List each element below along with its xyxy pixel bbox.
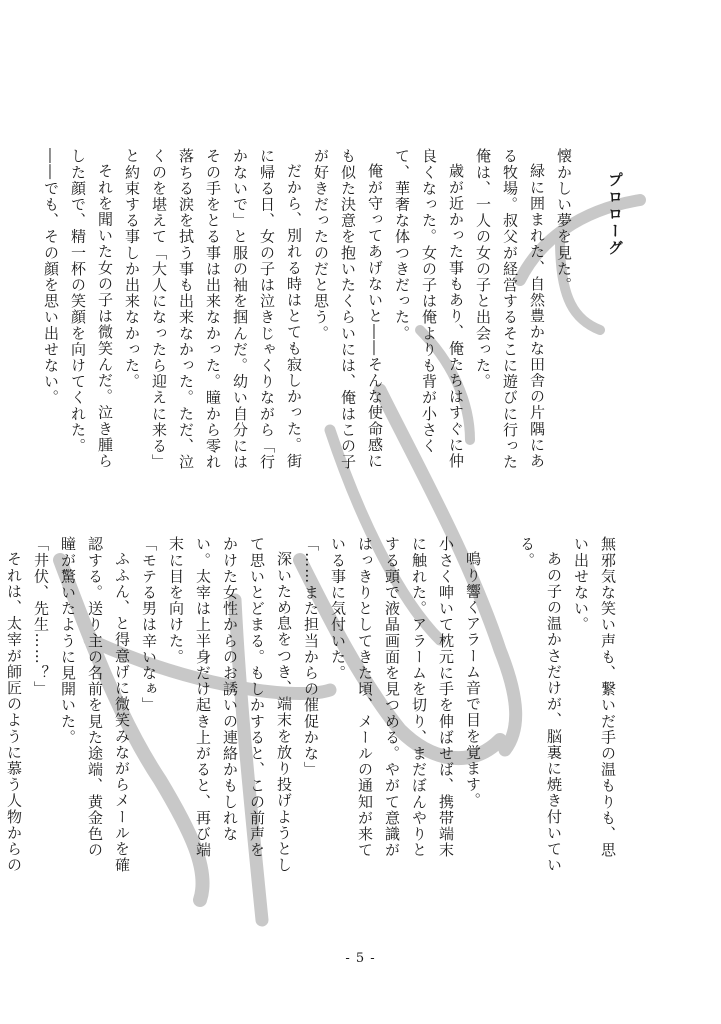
paragraph: 懐かしい夢を見た。 bbox=[555, 148, 573, 293]
dialogue: 「井伏、先生……？」 bbox=[32, 536, 50, 697]
paragraph: ふふん、と得意げに微笑みながらメールを確認する。送り主の名前を見た途端、黄金色の瞳が驚いたように見開いた。 bbox=[59, 536, 131, 873]
dialogue: 「……また担当からの催促かな」 bbox=[302, 536, 320, 778]
dialogue: 「モテる男は辛いなぁ」 bbox=[140, 536, 158, 714]
upper-text-block bbox=[42, 148, 577, 470]
page-number: - 5 - bbox=[345, 951, 376, 966]
chapter-title: プロローグ bbox=[606, 172, 624, 257]
paragraph: それは、太宰が師匠のように慕う人物からの bbox=[5, 551, 23, 873]
paragraph: それを聞いた女の子は微笑んだ。泣き腫らした顔で、精一杯の笑顔を向けてくれた。 bbox=[69, 148, 114, 469]
paragraph: 歳が近かった事もあり、俺たちはすぐに仲良くなった。女の子は俺よりも背が小さくて、華奢な体つきだった。 bbox=[393, 148, 465, 469]
blank-line bbox=[486, 536, 513, 874]
paragraph: 緑に囲まれた、自然豊かな田舎の片隅にある牧場。叔父が経営するそこに遊びに行った俺は、一人の女の子と出会った。 bbox=[474, 148, 546, 470]
paragraph: あの子の温かさだけが、脳裏に焼き付いている。 bbox=[518, 536, 563, 873]
paragraph: 無邪気な笑い声も、繋いだ手の温もりも、思い出せない。 bbox=[572, 536, 617, 858]
paragraph: 小さく呻いて枕元に手を伸ばせば、携帯端末に触れた。アラームを切り、まだぼんやりとする頭で液晶画面を見つめる。やがて意識がはっきりとしてきた頃、メールの通知が来ている事に気付いた。 bbox=[329, 536, 455, 858]
paragraph: 鳴り響くアラーム音で目を覚ます。 bbox=[464, 551, 482, 809]
paragraph: 俺が守ってあげないと――そんな使命感にも似た決意を抱いたくらいには、俺はこの子が好きだったのだと思う。 bbox=[312, 148, 384, 470]
paragraph: だから、別れる時はとても寂しかった。街に帰る日、女の子は泣きじゃくりながら「行かないで」と服の袖を掴んだ。幼い自分にはその手をとる事は出来なかった。瞳から零れ落ちる涙を拭う事も出来なかった。ただ、泣くのを堪えて「大人になったら迎えに来る」と約束する事しか出来なかった。 bbox=[123, 148, 303, 470]
paragraph: ――でも、その顔を思い出せない。 bbox=[42, 148, 60, 406]
lower-text-block bbox=[5, 536, 621, 874]
paragraph: 深いため息をつき、端末を放り投げようとして思いとどまる。もしかすると、この前声をかけた女性からのお誘いの連絡かもしれない。太宰は上半身だけ起き上がると、再び端末に目を向けた。 bbox=[167, 536, 293, 873]
